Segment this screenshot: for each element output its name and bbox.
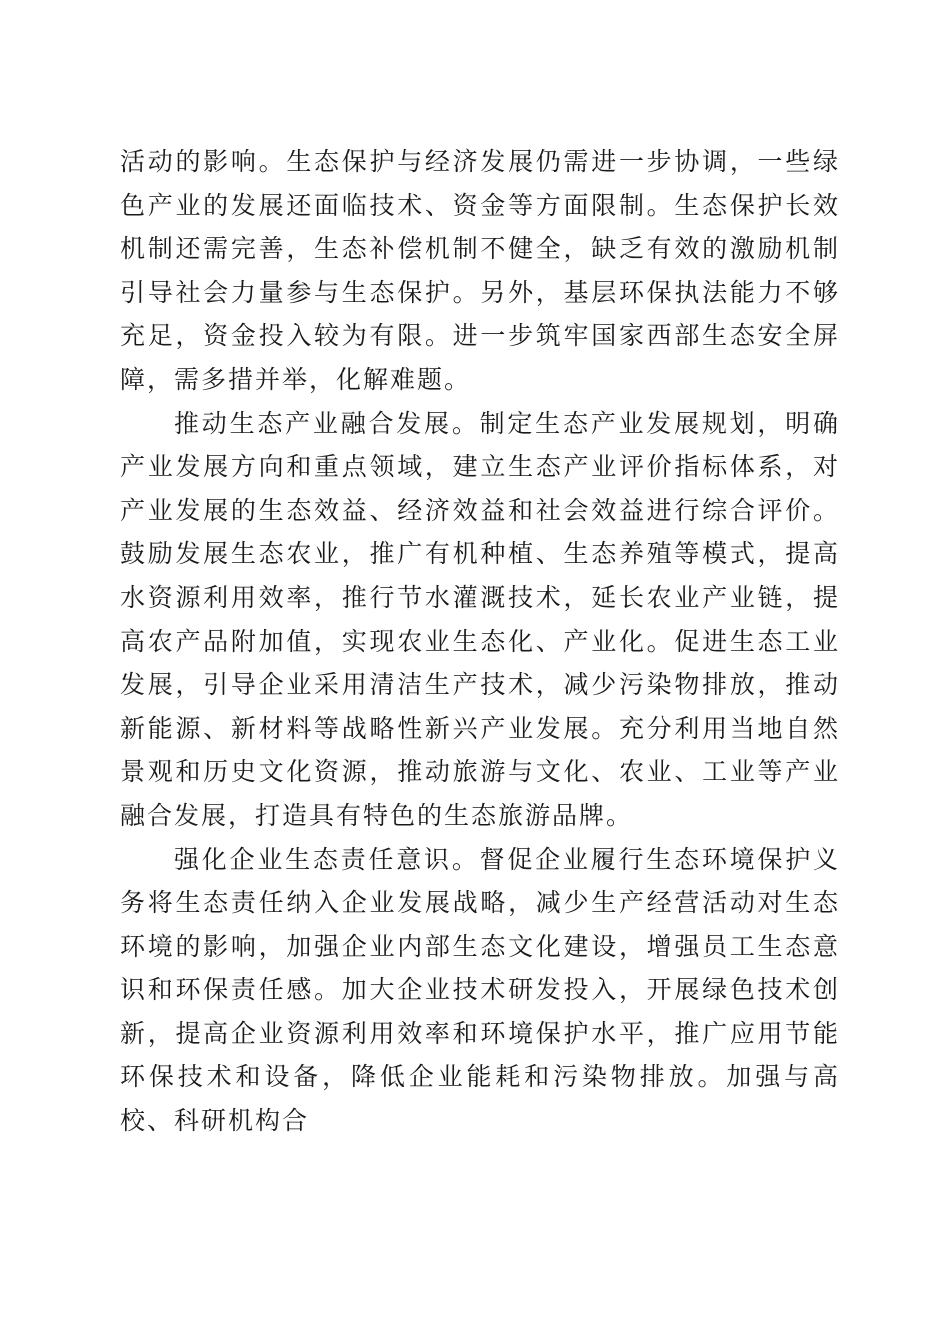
paragraph-ecological-industry: 推动生态产业融合发展。制定生态产业发展规划，明确产业发展方向和重点领域，建立生态产业评价指标体系，对产业发展的生态效益、经济效益和社会效益进行综合评价。鼓励发展生态农业，推广有机种植、生态养殖等模式，提高水资源利用效率，推行节水灌溉技术，延长农业产业链，提高农产品附加值，实现农业生态化、产业化。促进生态工业发展，引导企业采用清洁生产技术，减少污染物排放，推动新能源、新材料等战略性新兴产业发展。充分利用当地自然景观和历史文化资源，推动旅游与文化、农业、工业等产业融合发展，打造具有特色的生态旅游品牌。	[120, 408, 840, 830]
paragraph-enterprise-responsibility: 强化企业生态责任意识。督促企业履行生态环境保护义务将生态责任纳入企业发展战略，减少生产经营活动对生态环境的影响，加强企业内部生态文化建设，增强员工生态意识和环保责任感。加大企业技术研发投入，开展绿色技术创新，提高企业资源利用效率和环境保护水平，推广应用节能环保技术和设备，降低企业能耗和污染物排放。加强与高校、科研机构合	[120, 844, 840, 1136]
body-text	[120, 140, 840, 1143]
paragraph-ecological-challenges: 活动的影响。生态保护与经济发展仍需进一步协调，一些绿色产业的发展还面临技术、资金等方面限制。生态保护长效机制还需完善，生态补偿机制不健全，缺乏有效的激励机制引导社会力量参与生态保护。另外，基层环保执法能力不够充足，资金投入较为有限。进一步筑牢国家西部生态安全屏障，需多措并举，化解难题。	[120, 147, 840, 394]
